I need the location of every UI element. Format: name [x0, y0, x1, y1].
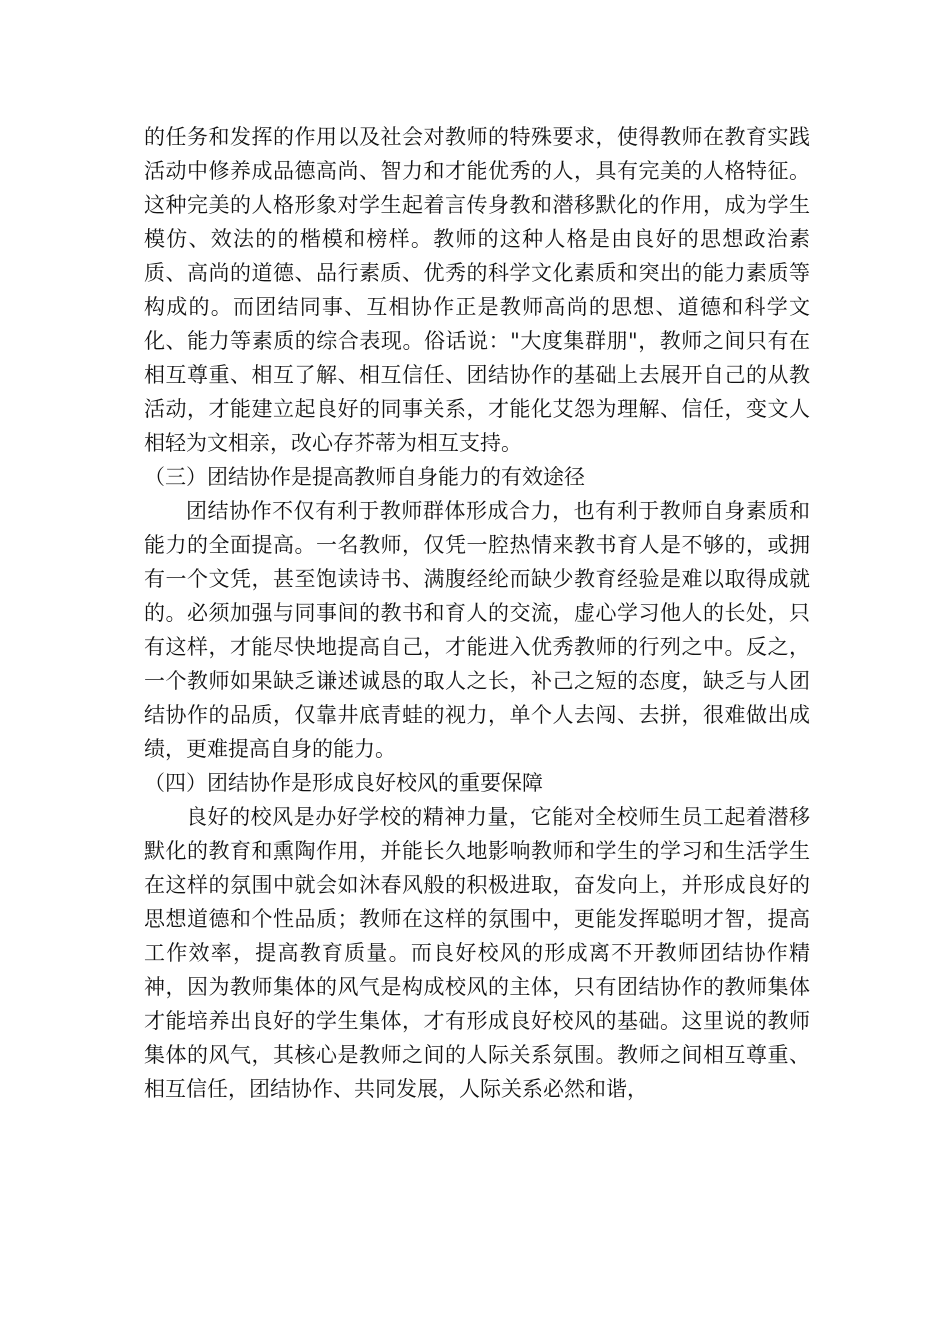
document-body	[144, 120, 810, 1106]
paragraph-section-3: 团结协作不仅有利于教师群体形成合力，也有利于教师自身素质和能力的全面提高。一名教师，仅凭一腔热情来教书育人是不够的，或拥有一个文凭，甚至饱读诗书、满腹经纶而缺少教育经验是难以取得成就的。必须加强与同事间的教书和育人的交流，虚心学习他人的长处，只有这样，才能尽快地提高自己，才能进入优秀教师的行列之中。反之，一个教师如果缺乏谦述诚恳的取人之长，补己之短的态度，缺乏与人团结协作的品质，仅靠井底青蛙的视力，单个人去闯、去拼，很难做出成绩，更难提高自身的能力。	[144, 499, 810, 761]
section-heading-4: （四）团结协作是形成良好校风的重要保障	[144, 771, 543, 795]
paragraph-section-4: 良好的校风是办好学校的精神力量，它能对全校师生员工起着潜移默化的教育和熏陶作用，并能长久地影响教师和学生的学习和生活学生在这样的氛围中就会如沐春风般的积极进取，奋发向上，并形成良好的思想道德和个性品质；教师在这样的氛围中，更能发挥聪明才智，提高工作效率，提高教育质量。而良好校风的形成离不开教师团结协作精神，因为教师集体的风气是构成校风的主体，只有团结协作的教师集体才能培养出良好的学生集体，才有形成良好校风的基础。这里说的教师集体的风气，其核心是教师之间的人际关系氛围。教师之间相互尊重、相互信任，团结协作、共同发展，人际关系必然和谐，	[144, 805, 810, 1101]
section-heading-3: （三）团结协作是提高教师自身能力的有效途径	[144, 465, 585, 489]
paragraph-continued: 的任务和发挥的作用以及社会对教师的特殊要求，使得教师在教育实践活动中修养成品德高尚、智力和才能优秀的人，具有完美的人格特征。这种完美的人格形象对学生起着言传身教和潜移默化的作用，成为学生模仿、效法的的楷模和榜样。教师的这种人格是由良好的思想政治素质、高尚的道德、品行素质、优秀的科学文化素质和突出的能力素质等构成的。而团结同事、互相协作正是教师高尚的思想、道德和科学文化、能力等素质的综合表现。俗话说："大度集群朋"，教师之间只有在相互尊重、相互了解、相互信任、团结协作的基础上去展开自己的从教活动，才能建立起良好的同事关系，才能化艾怨为理解、信任，变文人相轻为文相亲，改心存芥蒂为相互支持。	[144, 125, 810, 455]
